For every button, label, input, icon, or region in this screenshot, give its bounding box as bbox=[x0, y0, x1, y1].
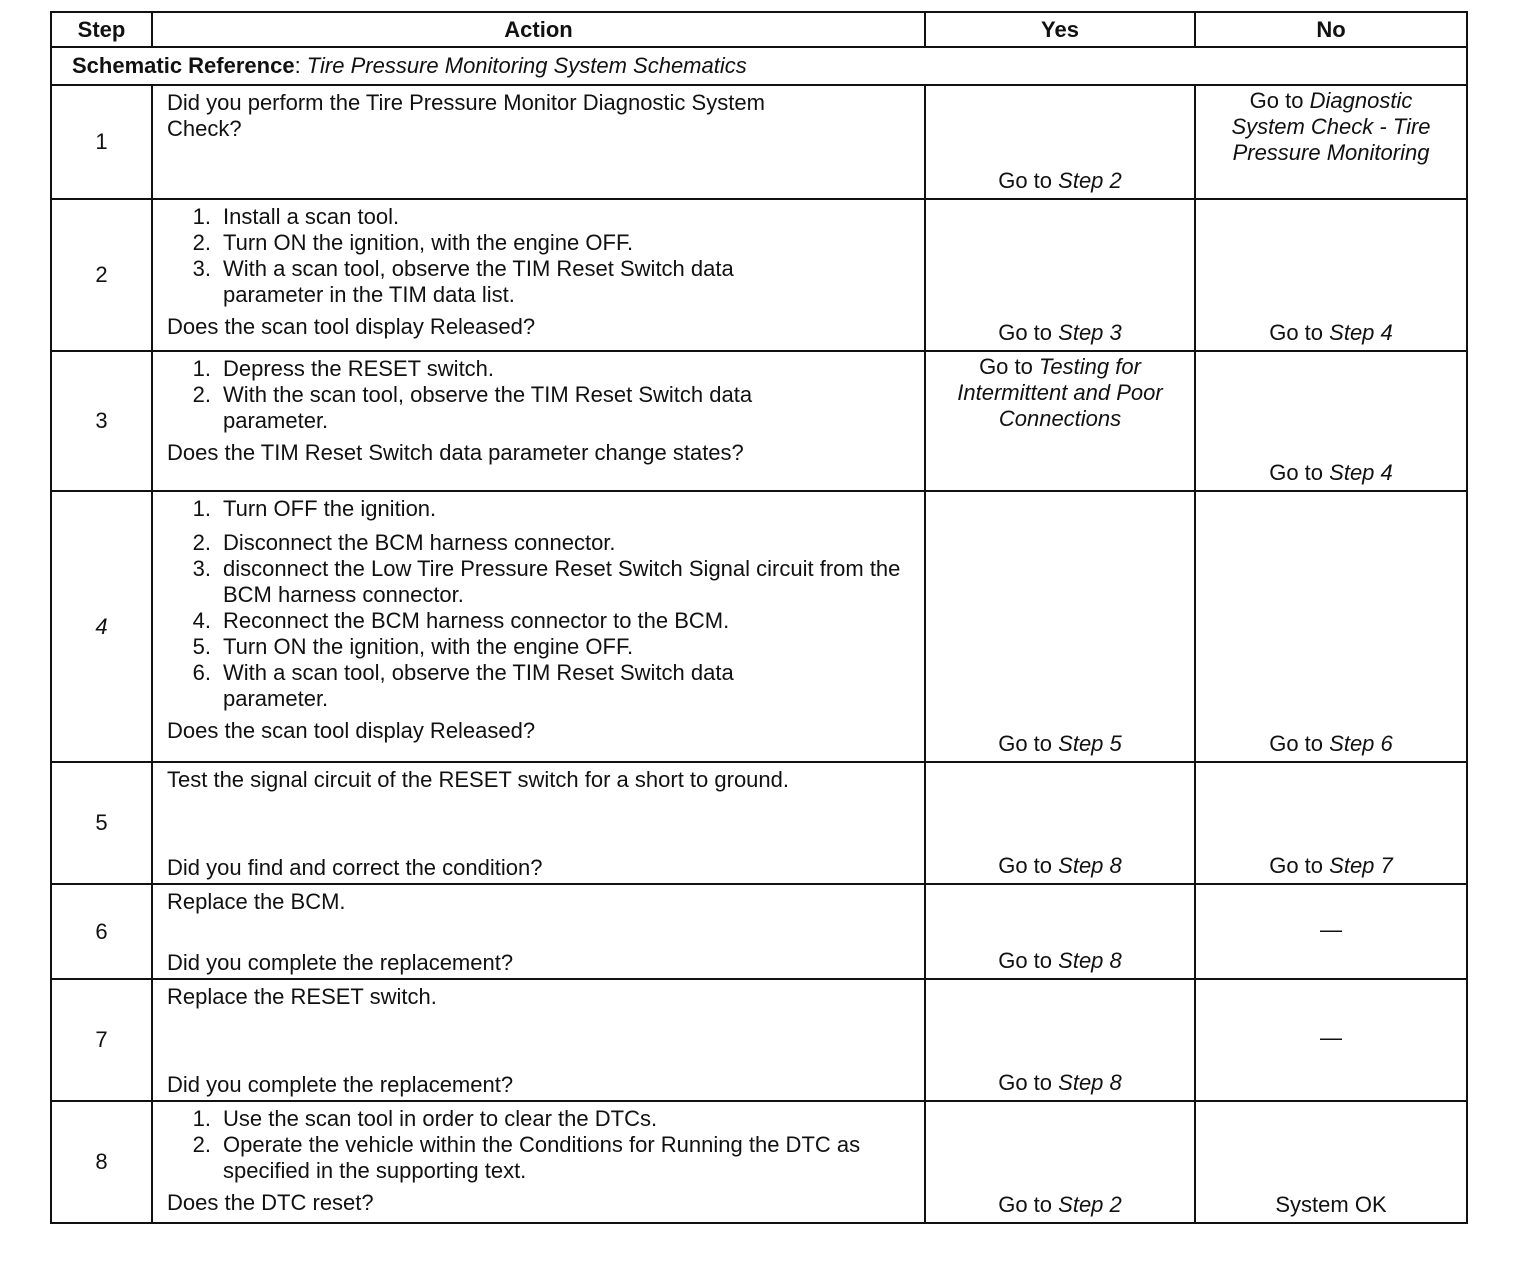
no-cell: — bbox=[1195, 979, 1467, 1101]
goto-label: Go to bbox=[998, 168, 1053, 193]
action-text: Replace the RESET switch. bbox=[167, 984, 437, 1009]
list-item: 5. Turn ON the ignition, with the engine OFF. bbox=[192, 634, 634, 659]
step-row-6 bbox=[51, 884, 1467, 979]
step-number: 6 bbox=[51, 884, 152, 979]
list-item: 2. Disconnect the BCM harness connector. bbox=[192, 530, 616, 555]
action-question: Did you complete the replacement? bbox=[167, 1072, 514, 1097]
step-number: 1 bbox=[51, 85, 152, 199]
action-cell bbox=[152, 762, 925, 884]
list-item: 1. Install a scan tool. bbox=[192, 204, 400, 229]
no-cell: Go to Step 6 bbox=[1195, 491, 1467, 762]
goto-label: Go to bbox=[1249, 88, 1304, 113]
schematic-row bbox=[51, 47, 1467, 85]
yes-cell: Go to Testing for Intermittent and Poor Connections bbox=[925, 351, 1195, 491]
no-cell: Go to Step 7 bbox=[1195, 762, 1467, 884]
step-number: 4 bbox=[51, 491, 152, 762]
action-text: Did you perform the Tire Pressure Monitor Diagnostic System Check? bbox=[167, 90, 765, 141]
no-link[interactable]: Step 4 bbox=[1329, 460, 1393, 485]
list-item: 2. Operate the vehicle within the Conditions for Running the DTC as specified in the supporting text. bbox=[192, 1132, 861, 1183]
step-number: 3 bbox=[51, 351, 152, 491]
no-cell: Go to Step 4 bbox=[1195, 199, 1467, 351]
schematic-link[interactable]: Tire Pressure Monitoring System Schematics bbox=[306, 53, 747, 78]
action-question: Does the TIM Reset Switch data parameter change states? bbox=[167, 440, 744, 465]
list-item: 2. With the scan tool, observe the TIM Reset Switch data parameter. bbox=[192, 382, 753, 433]
step-number: 2 bbox=[51, 199, 152, 351]
yes-link[interactable]: Testing for Intermittent and Poor Connections bbox=[957, 354, 1163, 431]
list-item: 1. Use the scan tool in order to clear the DTCs. bbox=[192, 1106, 658, 1131]
no-link[interactable]: Step 7 bbox=[1329, 853, 1393, 878]
yes-link[interactable]: Step 8 bbox=[1058, 948, 1122, 973]
list-item: 3. With a scan tool, observe the TIM Reset Switch data parameter in the TIM data list. bbox=[192, 256, 734, 307]
action-cell bbox=[152, 884, 925, 979]
header-step: Step bbox=[51, 12, 152, 47]
list-item: 4. Reconnect the BCM harness connector to the BCM. bbox=[192, 608, 730, 633]
action-list bbox=[167, 1106, 914, 1184]
step-number: 8 bbox=[51, 1101, 152, 1223]
diagnostic-table bbox=[50, 11, 1468, 1224]
list-item: 2. Turn ON the ignition, with the engine OFF. bbox=[192, 230, 634, 255]
action-list bbox=[167, 356, 914, 434]
action-list bbox=[167, 496, 914, 712]
step-row-1 bbox=[51, 85, 1467, 199]
header-row bbox=[51, 12, 1467, 47]
step-row-4 bbox=[51, 491, 1467, 762]
action-cell bbox=[152, 199, 925, 351]
header-no: No bbox=[1195, 12, 1467, 47]
no-link[interactable]: Step 6 bbox=[1329, 731, 1393, 756]
action-cell bbox=[152, 351, 925, 491]
yes-cell: Go to Step 8 bbox=[925, 762, 1195, 884]
no-cell: — bbox=[1195, 884, 1467, 979]
yes-link[interactable]: Step 2 bbox=[1058, 168, 1122, 193]
step-row-3 bbox=[51, 351, 1467, 491]
step-number: 7 bbox=[51, 979, 152, 1101]
list-item: 6. With a scan tool, observe the TIM Reset Switch data parameter. bbox=[192, 660, 734, 711]
yes-link[interactable]: Step 2 bbox=[1058, 1192, 1122, 1217]
no-link[interactable]: Diagnostic System Check - Tire Pressure Monitoring bbox=[1231, 88, 1431, 165]
schematic-reference: Schematic Reference: Tire Pressure Monitoring System Schematics bbox=[51, 47, 1467, 85]
header-yes: Yes bbox=[925, 12, 1195, 47]
step-row-7 bbox=[51, 979, 1467, 1101]
yes-link[interactable]: Step 3 bbox=[1058, 320, 1122, 345]
yes-link[interactable]: Step 8 bbox=[1058, 853, 1122, 878]
no-link[interactable]: Step 4 bbox=[1329, 320, 1393, 345]
step-number: 5 bbox=[51, 762, 152, 884]
step-row-2 bbox=[51, 199, 1467, 351]
action-question: Did you find and correct the condition? bbox=[167, 855, 543, 880]
action-list bbox=[167, 204, 914, 308]
step-row-8 bbox=[51, 1101, 1467, 1223]
action-cell bbox=[152, 85, 925, 199]
action-question: Does the scan tool display Released? bbox=[167, 718, 536, 743]
action-cell bbox=[152, 1101, 925, 1223]
action-text: Replace the BCM. bbox=[167, 889, 346, 914]
yes-cell: Go to Step 2 bbox=[925, 1101, 1195, 1223]
yes-cell: Go to Step 8 bbox=[925, 884, 1195, 979]
step-row-5 bbox=[51, 762, 1467, 884]
action-question: Does the scan tool display Released? bbox=[167, 314, 536, 339]
no-cell bbox=[1195, 85, 1467, 199]
no-cell: System OK bbox=[1195, 1101, 1467, 1223]
schematic-label: Schematic Reference bbox=[72, 53, 295, 78]
action-text: Test the signal circuit of the RESET switch for a short to ground. bbox=[167, 767, 789, 792]
yes-cell bbox=[925, 85, 1195, 199]
list-item: 1. Turn OFF the ignition. bbox=[192, 496, 437, 521]
action-cell bbox=[152, 491, 925, 762]
yes-cell: Go to Step 3 bbox=[925, 199, 1195, 351]
no-cell: Go to Step 4 bbox=[1195, 351, 1467, 491]
yes-link[interactable]: Step 5 bbox=[1058, 731, 1122, 756]
yes-link[interactable]: Step 8 bbox=[1058, 1070, 1122, 1095]
list-item: 3. disconnect the Low Tire Pressure Reset Switch Signal circuit from the BCM harness connector. bbox=[192, 556, 901, 607]
action-question: Did you complete the replacement? bbox=[167, 950, 514, 975]
action-question: Does the DTC reset? bbox=[167, 1190, 374, 1215]
yes-cell: Go to Step 8 bbox=[925, 979, 1195, 1101]
header-action: Action bbox=[152, 12, 925, 47]
list-item: 1. Depress the RESET switch. bbox=[192, 356, 495, 381]
action-cell bbox=[152, 979, 925, 1101]
yes-cell: Go to Step 5 bbox=[925, 491, 1195, 762]
